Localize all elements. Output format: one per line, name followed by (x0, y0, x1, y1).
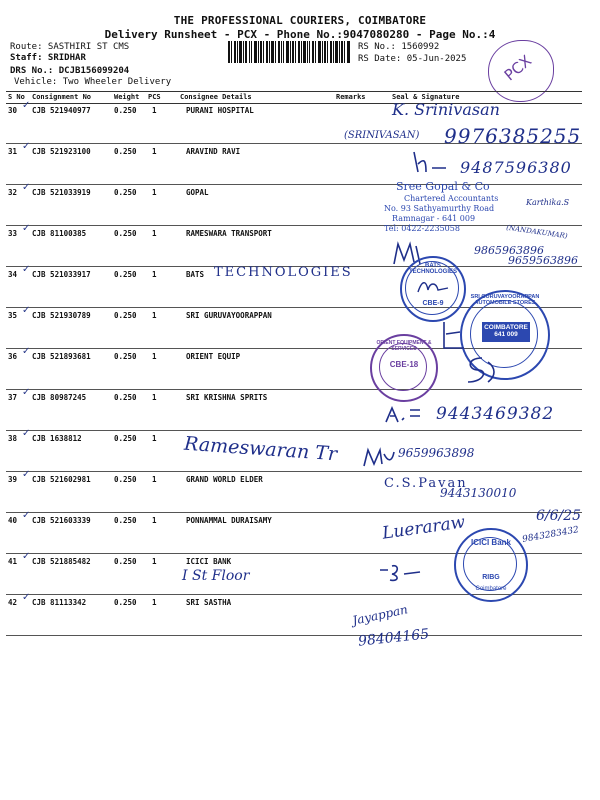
rs-number: RS No.: 1560992 (358, 42, 440, 52)
icici-stamp (454, 528, 528, 602)
gopal-stamp-line: Chartered Accountants (404, 194, 499, 203)
row-weight: 0.250 (114, 475, 137, 484)
row-sno: 41 (8, 557, 18, 566)
gopal-stamp-line: Tel: 0422-2235058 (384, 224, 460, 233)
guru-stamp-pin: 641 009 (494, 331, 518, 338)
tick-mark: ✓ (22, 264, 31, 275)
row-weight: 0.250 (114, 598, 137, 607)
route-label: Route: SASTHIRI ST CMS (10, 42, 130, 52)
row-sno: 40 (8, 516, 18, 525)
guru-stamp-ring-text: SRI GURUVAYOORAPPAN AUTOMOBILE STORES (470, 294, 540, 306)
handwritten-note: (NANDAKUMAR) (505, 223, 569, 241)
row-sno: 42 (8, 598, 18, 607)
handwritten-phone: 9843283432 (521, 525, 580, 545)
runsheet-title: Delivery Runsheet - PCX - Phone No.:9047080280 - Page No.:4 (104, 28, 496, 41)
barcode (228, 41, 350, 63)
row-consignment: CJB 1638812 (32, 434, 82, 443)
guru-stamp-city: COIMBATORE (484, 324, 528, 331)
handwritten-phone: 9487596380 (460, 158, 572, 177)
handwritten-phone: 9865963896 (474, 244, 544, 257)
row-weight: 0.250 (114, 188, 137, 197)
gopal-signature: Karthika.S (526, 198, 570, 207)
signature-scribble (384, 406, 424, 424)
signature-scribble (410, 150, 450, 176)
bats-stamp (400, 256, 466, 322)
row-weight: 0.250 (114, 352, 137, 361)
icici-stamp-city: Coimbatore (475, 586, 507, 592)
row-pcs: 1 (152, 311, 157, 320)
tick-mark: ✓ (22, 100, 31, 111)
handwritten-name: Jayappan (351, 602, 409, 628)
handwritten-date: 6/6/25 (536, 508, 582, 524)
col-seal: Seal & Signature (392, 93, 460, 101)
handwritten-signature: Lueraraw (381, 512, 467, 544)
row-weight: 0.250 (114, 229, 137, 238)
handwritten-phone: 9976385255 (444, 124, 582, 148)
col-consignee: Consignee Details (180, 93, 252, 101)
tick-mark: ✓ (22, 346, 31, 357)
row-pcs: 1 (152, 188, 157, 197)
row-consignment: CJB 521885482 (32, 557, 91, 566)
col-consignment: Consignment No (32, 93, 92, 101)
row-sno: 36 (8, 352, 18, 361)
row-weight: 0.250 (114, 516, 137, 525)
row-consignment: CJB 81113342 (32, 598, 87, 607)
row-consignment: CJB 521033917 (32, 270, 91, 279)
orient-stamp (370, 334, 438, 402)
handwritten-consignee-note: TECHNOLOGIES (214, 265, 353, 280)
row-consignee: SRI KRISHNA SPRITS (186, 393, 268, 402)
tick-mark: ✓ (22, 223, 31, 234)
row-weight: 0.250 (114, 434, 137, 443)
col-pcs: PCS (148, 93, 161, 101)
bats-signature (416, 278, 450, 294)
handwritten-phone: 9659963898 (398, 446, 475, 460)
staff-label: Staff: SRIDHAR (10, 53, 86, 63)
row-consignee: SRI GURUVAYOORAPPAN (186, 311, 272, 320)
signature-scribble (378, 562, 422, 584)
row-sno: 31 (8, 147, 18, 156)
row-consignment: CJB 521893681 (32, 352, 91, 361)
handwritten-name: (SRINIVASAN) (344, 130, 420, 141)
row-sno: 37 (8, 393, 18, 402)
orient-stamp-ring-text: ORIENT EQUIPMENT & SERVICES (376, 340, 432, 352)
tick-mark: ✓ (22, 141, 31, 152)
bats-stamp-center: CBE-9 (422, 300, 444, 307)
pcx-stamp-text: PCX (500, 51, 536, 85)
row-consignment: CJB 521940977 (32, 106, 91, 115)
row-pcs: 1 (152, 475, 157, 484)
tick-mark: ✓ (22, 469, 31, 480)
handwritten-phone: 9443469382 (436, 404, 555, 424)
row-consignment: CJB 521923100 (32, 147, 91, 156)
handwritten-consignee-note: I St Floor (182, 568, 250, 584)
row-sno: 38 (8, 434, 18, 443)
row-consignee: BATS (186, 270, 205, 279)
row-sno: 33 (8, 229, 18, 238)
row-consignee: ARAVIND RAVI (186, 147, 241, 156)
signature-scribble (362, 446, 396, 468)
row-pcs: 1 (152, 270, 157, 279)
company-title: THE PROFESSIONAL COURIERS, COIMBATORE (173, 14, 427, 27)
signature-scribble (462, 354, 498, 386)
row-consignment: CJB 80987245 (32, 393, 87, 402)
tick-mark: ✓ (22, 592, 31, 603)
tick-mark: ✓ (22, 387, 31, 398)
row-pcs: 1 (152, 393, 157, 402)
row-weight: 0.250 (114, 557, 137, 566)
tick-mark: ✓ (22, 305, 31, 316)
row-pcs: 1 (152, 516, 157, 525)
row-consignment: CJB 521930789 (32, 311, 91, 320)
row-consignee: RAMESWARA TRANSPORT (186, 229, 272, 238)
rs-date: RS Date: 05-Jun-2025 (358, 54, 467, 64)
row-consignee: GOPAL (186, 188, 209, 197)
row-consignee: PONNAMMAL DURAISAMY (186, 516, 272, 525)
vehicle-label: Vehicle: Two Wheeler Delivery (14, 77, 172, 87)
row-consignment: CJB 521033919 (32, 188, 91, 197)
row-consignee: SRI SASTHA (186, 598, 232, 607)
handwritten-phone: 98404165 (357, 626, 430, 650)
signature-scribble (440, 320, 470, 352)
row-consignee: ICICI BANK (186, 557, 232, 566)
row-consignee: PURANI HOSPITAL (186, 106, 254, 115)
tick-mark: ✓ (22, 510, 31, 521)
col-remarks: Remarks (336, 93, 366, 101)
row-consignment: CJB 81100385 (32, 229, 87, 238)
handwritten-consignee: Rameswaran Tr (183, 432, 338, 466)
col-sno: S No (8, 93, 25, 101)
row-pcs: 1 (152, 557, 157, 566)
drs-number: DRS No.: DCJB156099204 (10, 66, 130, 76)
bats-stamp-ring-text: BATS TECHNOLOGIES (408, 263, 457, 275)
table-row (6, 184, 582, 226)
handwritten-name: C.S.Pavan (384, 476, 468, 491)
guru-stamp-center-box (482, 322, 530, 342)
col-weight: Weight (114, 93, 140, 101)
row-consignment: CJB 521603339 (32, 516, 91, 525)
row-consignee: ORIENT EQUIP (186, 352, 241, 361)
handwritten-phone: 9659563896 (508, 254, 578, 267)
tick-mark: ✓ (22, 551, 31, 562)
row-pcs: 1 (152, 434, 157, 443)
row-pcs: 1 (152, 598, 157, 607)
row-sno: 32 (8, 188, 18, 197)
row-weight: 0.250 (114, 106, 137, 115)
handwritten-phone: 9443130010 (440, 486, 517, 500)
row-weight: 0.250 (114, 270, 137, 279)
row-sno: 30 (8, 106, 18, 115)
gopal-stamp-line: No. 93 Sathyamurthy Road (384, 204, 495, 213)
row-pcs: 1 (152, 147, 157, 156)
row-pcs: 1 (152, 229, 157, 238)
tick-mark: ✓ (22, 182, 31, 193)
gopal-stamp-name: Sree Gopal & Co (396, 180, 490, 193)
row-weight: 0.250 (114, 311, 137, 320)
gopal-stamp-line: Ramnagar - 641 009 (392, 214, 476, 223)
icici-stamp-ring-text: ICICI Bank (470, 538, 511, 547)
row-weight: 0.250 (114, 393, 137, 402)
orient-stamp-center: CBE-18 (389, 360, 419, 369)
row-sno: 35 (8, 311, 18, 320)
handwritten-signature: K. Srinivasan (392, 100, 500, 119)
row-consignee: GRAND WORLD ELDER (186, 475, 263, 484)
row-weight: 0.250 (114, 147, 137, 156)
icici-stamp-center: RIBG (482, 574, 500, 581)
row-pcs: 1 (152, 106, 157, 115)
row-pcs: 1 (152, 352, 157, 361)
row-sno: 39 (8, 475, 18, 484)
row-consignment: CJB 521602981 (32, 475, 91, 484)
row-sno: 34 (8, 270, 18, 279)
tick-mark: ✓ (22, 428, 31, 439)
